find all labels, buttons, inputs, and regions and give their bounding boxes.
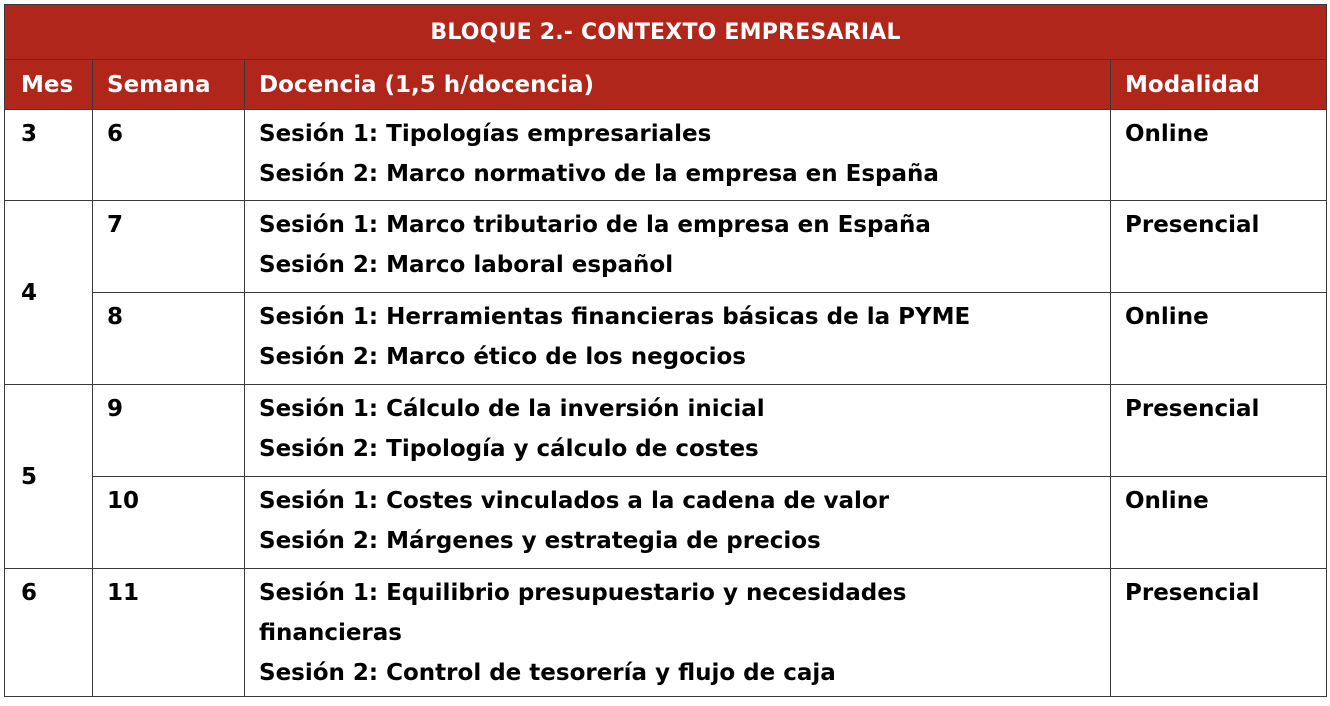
- cell-modalidad: Online: [1111, 293, 1327, 385]
- cell-docencia: [245, 569, 1111, 697]
- cell-semana: 9: [93, 385, 245, 477]
- cell-modalidad: Online: [1111, 110, 1327, 201]
- cell-semana: 7: [93, 201, 245, 293]
- table-row: [5, 477, 1327, 569]
- cell-semana: 10: [93, 477, 245, 569]
- header-mes: Mes: [5, 60, 93, 110]
- table-row: [5, 110, 1327, 201]
- block-title: BLOQUE 2.- CONTEXTO EMPRESARIAL: [5, 5, 1327, 60]
- cell-mes: 5: [5, 385, 93, 569]
- cell-modalidad: Online: [1111, 477, 1327, 569]
- session-2: Sesión 2: Control de tesorería y flujo de caja: [259, 660, 836, 686]
- session-1: Sesión 1: Costes vinculados a la cadena de valor: [259, 488, 890, 514]
- cell-docencia: [245, 293, 1111, 385]
- schedule-table: [4, 4, 1327, 697]
- cell-modalidad: Presencial: [1111, 569, 1327, 697]
- title-row: [5, 5, 1327, 60]
- cell-semana: 8: [93, 293, 245, 385]
- cell-mes: 4: [5, 201, 93, 385]
- cell-modalidad: Presencial: [1111, 385, 1327, 477]
- cell-mes: 6: [5, 569, 93, 697]
- session-2: Sesión 2: Marco laboral español: [259, 252, 674, 278]
- session-2: Sesión 2: Marco normativo de la empresa en España: [259, 161, 939, 187]
- cell-docencia: [245, 385, 1111, 477]
- header-semana: Semana: [93, 60, 245, 110]
- session-2: Sesión 2: Márgenes y estrategia de precios: [259, 528, 821, 554]
- header-docencia: Docencia (1,5 h/docencia): [245, 60, 1111, 110]
- cell-modalidad: Presencial: [1111, 201, 1327, 293]
- table-row: [5, 385, 1327, 477]
- cell-docencia: [245, 201, 1111, 293]
- schedule-table-container: [4, 4, 1326, 697]
- table-row: [5, 569, 1327, 697]
- session-1: Sesión 1: Herramientas financieras básicas de la PYME: [259, 304, 971, 330]
- session-1: Sesión 1: Equilibrio presupuestario y necesidades financieras: [259, 580, 907, 646]
- header-row: [5, 60, 1327, 110]
- cell-docencia: [245, 477, 1111, 569]
- session-2: Sesión 2: Marco ético de los negocios: [259, 344, 746, 370]
- table-row: [5, 293, 1327, 385]
- table-row: [5, 201, 1327, 293]
- cell-mes: 3: [5, 110, 93, 201]
- session-2: Sesión 2: Tipología y cálculo de costes: [259, 436, 759, 462]
- session-1: Sesión 1: Cálculo de la inversión inicial: [259, 396, 765, 422]
- session-1: Sesión 1: Tipologías empresariales: [259, 121, 712, 147]
- cell-semana: 6: [93, 110, 245, 201]
- header-modalidad: Modalidad: [1111, 60, 1327, 110]
- session-1: Sesión 1: Marco tributario de la empresa en España: [259, 212, 931, 238]
- cell-semana: 11: [93, 569, 245, 697]
- cell-docencia: [245, 110, 1111, 201]
